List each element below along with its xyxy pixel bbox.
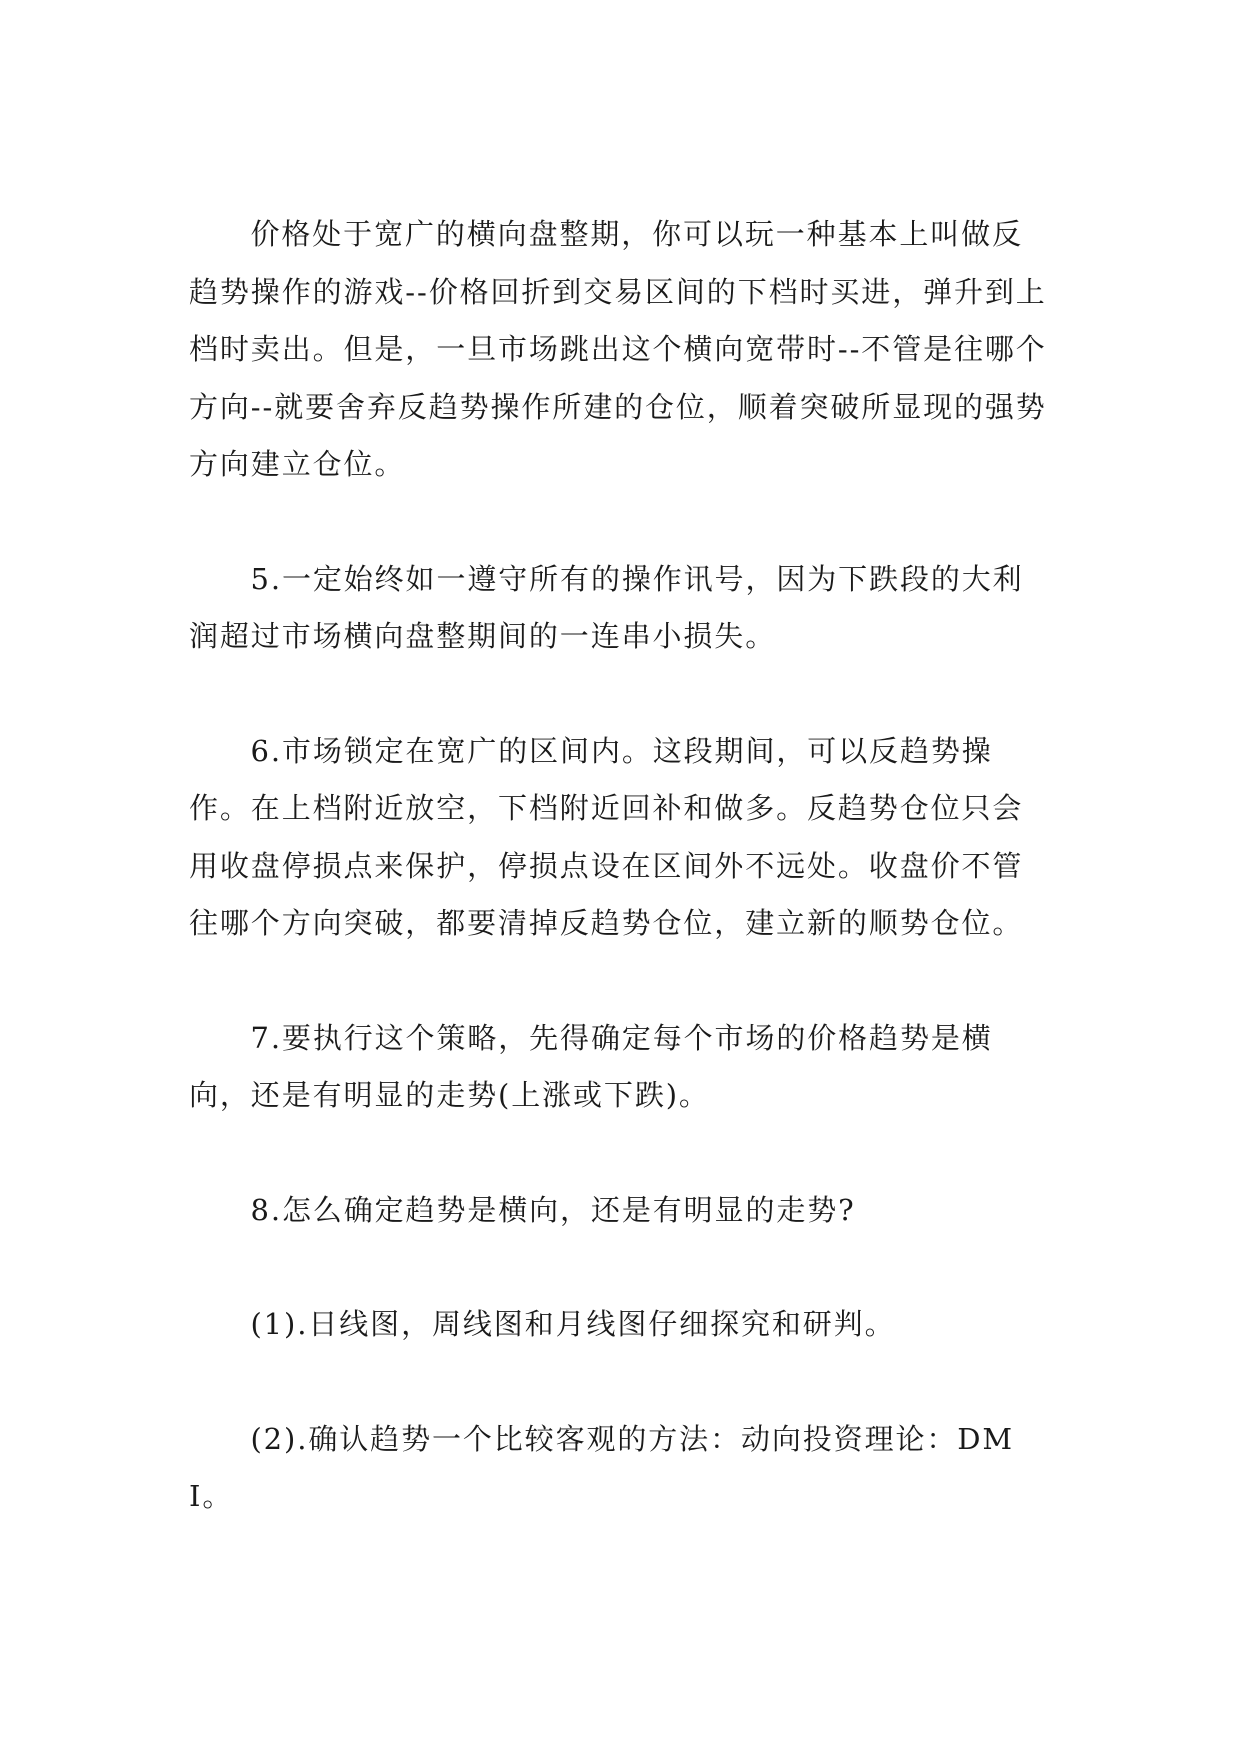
paragraph-spacer [189,666,1049,723]
document-body [189,206,1049,1526]
paragraph-spacer [189,1239,1049,1296]
paragraph-item-5: 5.一定始终如一遵守所有的操作讯号，因为下跌段的大利润超过市场横向盘整期间的一连串小损失。 [189,561,1024,653]
paragraph-range-trading: 价格处于宽广的横向盘整期，你可以玩一种基本上叫做反趋势操作的游戏--价格回折到交易区间的下档时买进，弹升到上档时卖出。但是，一旦市场跳出这个横向宽带时--不管是往哪个方向--就要舍弃反趋势操作所建的仓位，顺着突破所显现的强势方向建立仓位。 [189,217,1047,481]
paragraph-item-7: 7.要执行这个策略，先得确定每个市场的价格趋势是横向，还是有明显的走势(上涨或下跌)。 [189,1020,993,1112]
paragraph-item-8-1: (1).日线图，周线图和月线图仔细探究和研判。 [250,1307,896,1341]
paragraph-spacer [189,953,1049,1010]
paragraph-item-8: 8.怎么确定趋势是横向，还是有明显的走势? [250,1192,856,1227]
paragraph-item-8-2: (2).确认趋势一个比较客观的方法：动向投资理论：DMI。 [189,1421,1015,1513]
paragraph-spacer [189,1125,1049,1182]
paragraph-spacer [189,1354,1049,1411]
paragraph-spacer [189,494,1049,551]
paragraph-item-6: 6.市场锁定在宽广的区间内。这段期间，可以反趋势操作。在上档附近放空，下档附近回补和做多。反趋势仓位只会用收盘停损点来保护，停损点设在区间外不远处。收盘价不管往哪个方向突破，都要清掉反趋势仓位，建立新的顺势仓位。 [189,733,1024,940]
